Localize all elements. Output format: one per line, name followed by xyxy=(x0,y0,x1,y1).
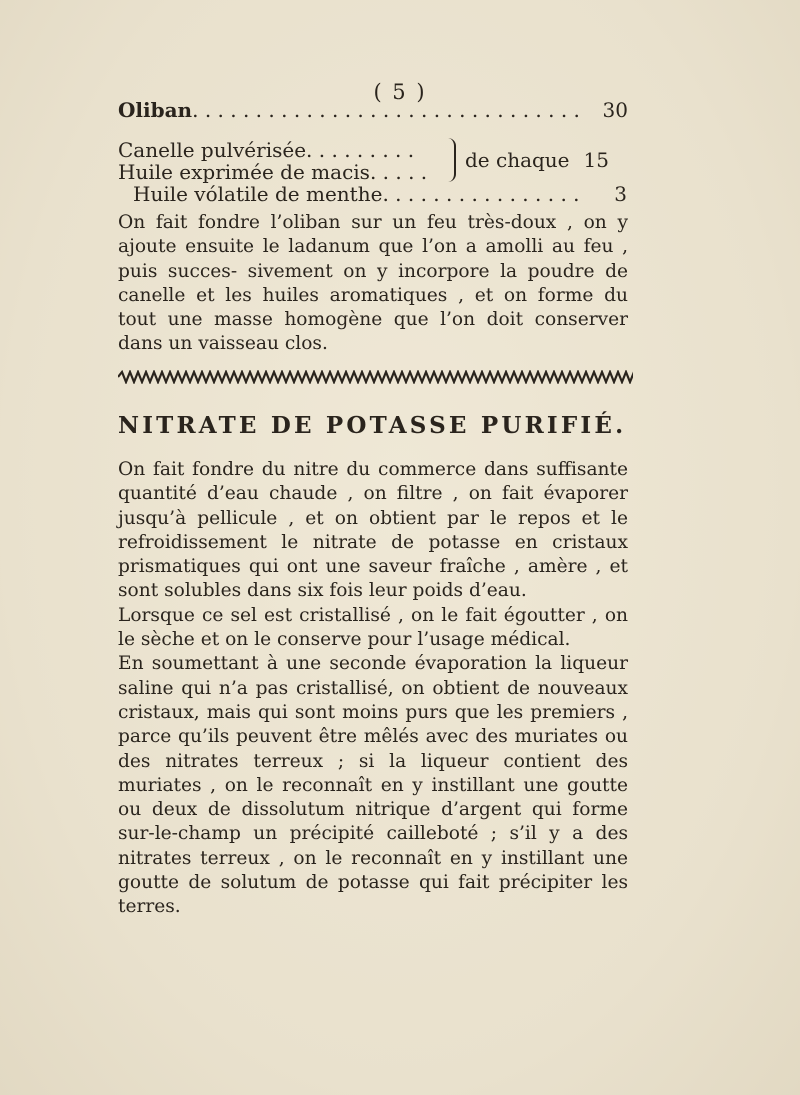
section-heading: NITRATE DE POTASSE PURIFIÉ. xyxy=(118,412,627,439)
paragraph-text: Lorsque ce sel est cristallisé , on le fait égoutter , on le sèche et on le conserve pour l’usage médical. xyxy=(118,604,628,651)
paragraph-preparation xyxy=(118,211,628,357)
recipe-line-menthe xyxy=(133,182,627,206)
leader-dots: . . . . . xyxy=(369,160,428,184)
brace-text: de chaque xyxy=(465,148,570,172)
page-number: ( 5 ) xyxy=(373,80,427,104)
ingredient-quantity: 30 xyxy=(602,98,628,122)
leader-dots: . . . . . . . . . . . . . . . . . . . . . . . . . . . . . . . xyxy=(192,98,580,122)
recipe-line-huile-macis xyxy=(118,160,448,184)
leader-dots: . . . . . . . . . . . . . . . . xyxy=(382,182,580,206)
paragraph-text: En soumettant à une seconde évaporation la liqueur saline qui n’a pas cristallisé, on obtient de nouveaux cristaux, mais qui sont moins purs que les premiers , parce qu’ils peuvent être mêlés avec des muriates ou des nitrates terreux ; si la liqueur contient des muriates , on le reconnaît en y instillant une goutte ou deux de dissolutum nitrique d’argent qui forme sur-le-champ un précipité cailleboté ; s’il y a des nitrates terreux , on le reconnaît en y instillant une goutte de solutum de potasse qui fait précipiter les terres. xyxy=(118,653,628,918)
leader-dots: . . . . . . . . . xyxy=(306,138,415,162)
curly-brace xyxy=(444,138,456,182)
recipe-line-oliban xyxy=(118,98,628,122)
paragraph-text: On fait fondre l’oliban sur un feu très-doux , on y ajoute ensuite le ladanum que l’on a amolli au feu , puis succes- sivement on y incorpore la poudre de canelle et les huiles aromatiques , et on forme du tout une masse homogène que l’on doit conserver dans un vaisseau clos. xyxy=(118,212,628,355)
brace-annotation xyxy=(465,148,609,172)
ingredient-name: Canelle pulvérisée xyxy=(118,138,307,162)
paragraph-text: On fait fondre du nitre du commerce dans suffisante quantité d’eau chaude , on filtre , on fait évaporer jusqu’à pellicule , et on obtient par le repos et le refroidissement le nitrate de potasse en cristaux prismatiques qui ont une saveur fraîche , amère , et sont solubles dans six fois leur poids d’eau. xyxy=(118,459,628,602)
ingredient-name: Huile vólatile de menthe xyxy=(133,182,383,206)
brace-quantity: 15 xyxy=(583,148,609,172)
ingredient-name: Oliban xyxy=(118,98,193,122)
recipe-line-canelle xyxy=(118,138,448,162)
section-body xyxy=(118,458,628,920)
ingredient-name: Huile exprimée de macis xyxy=(118,160,370,184)
ingredient-quantity: 3 xyxy=(614,182,627,206)
ornament-divider xyxy=(118,370,633,384)
